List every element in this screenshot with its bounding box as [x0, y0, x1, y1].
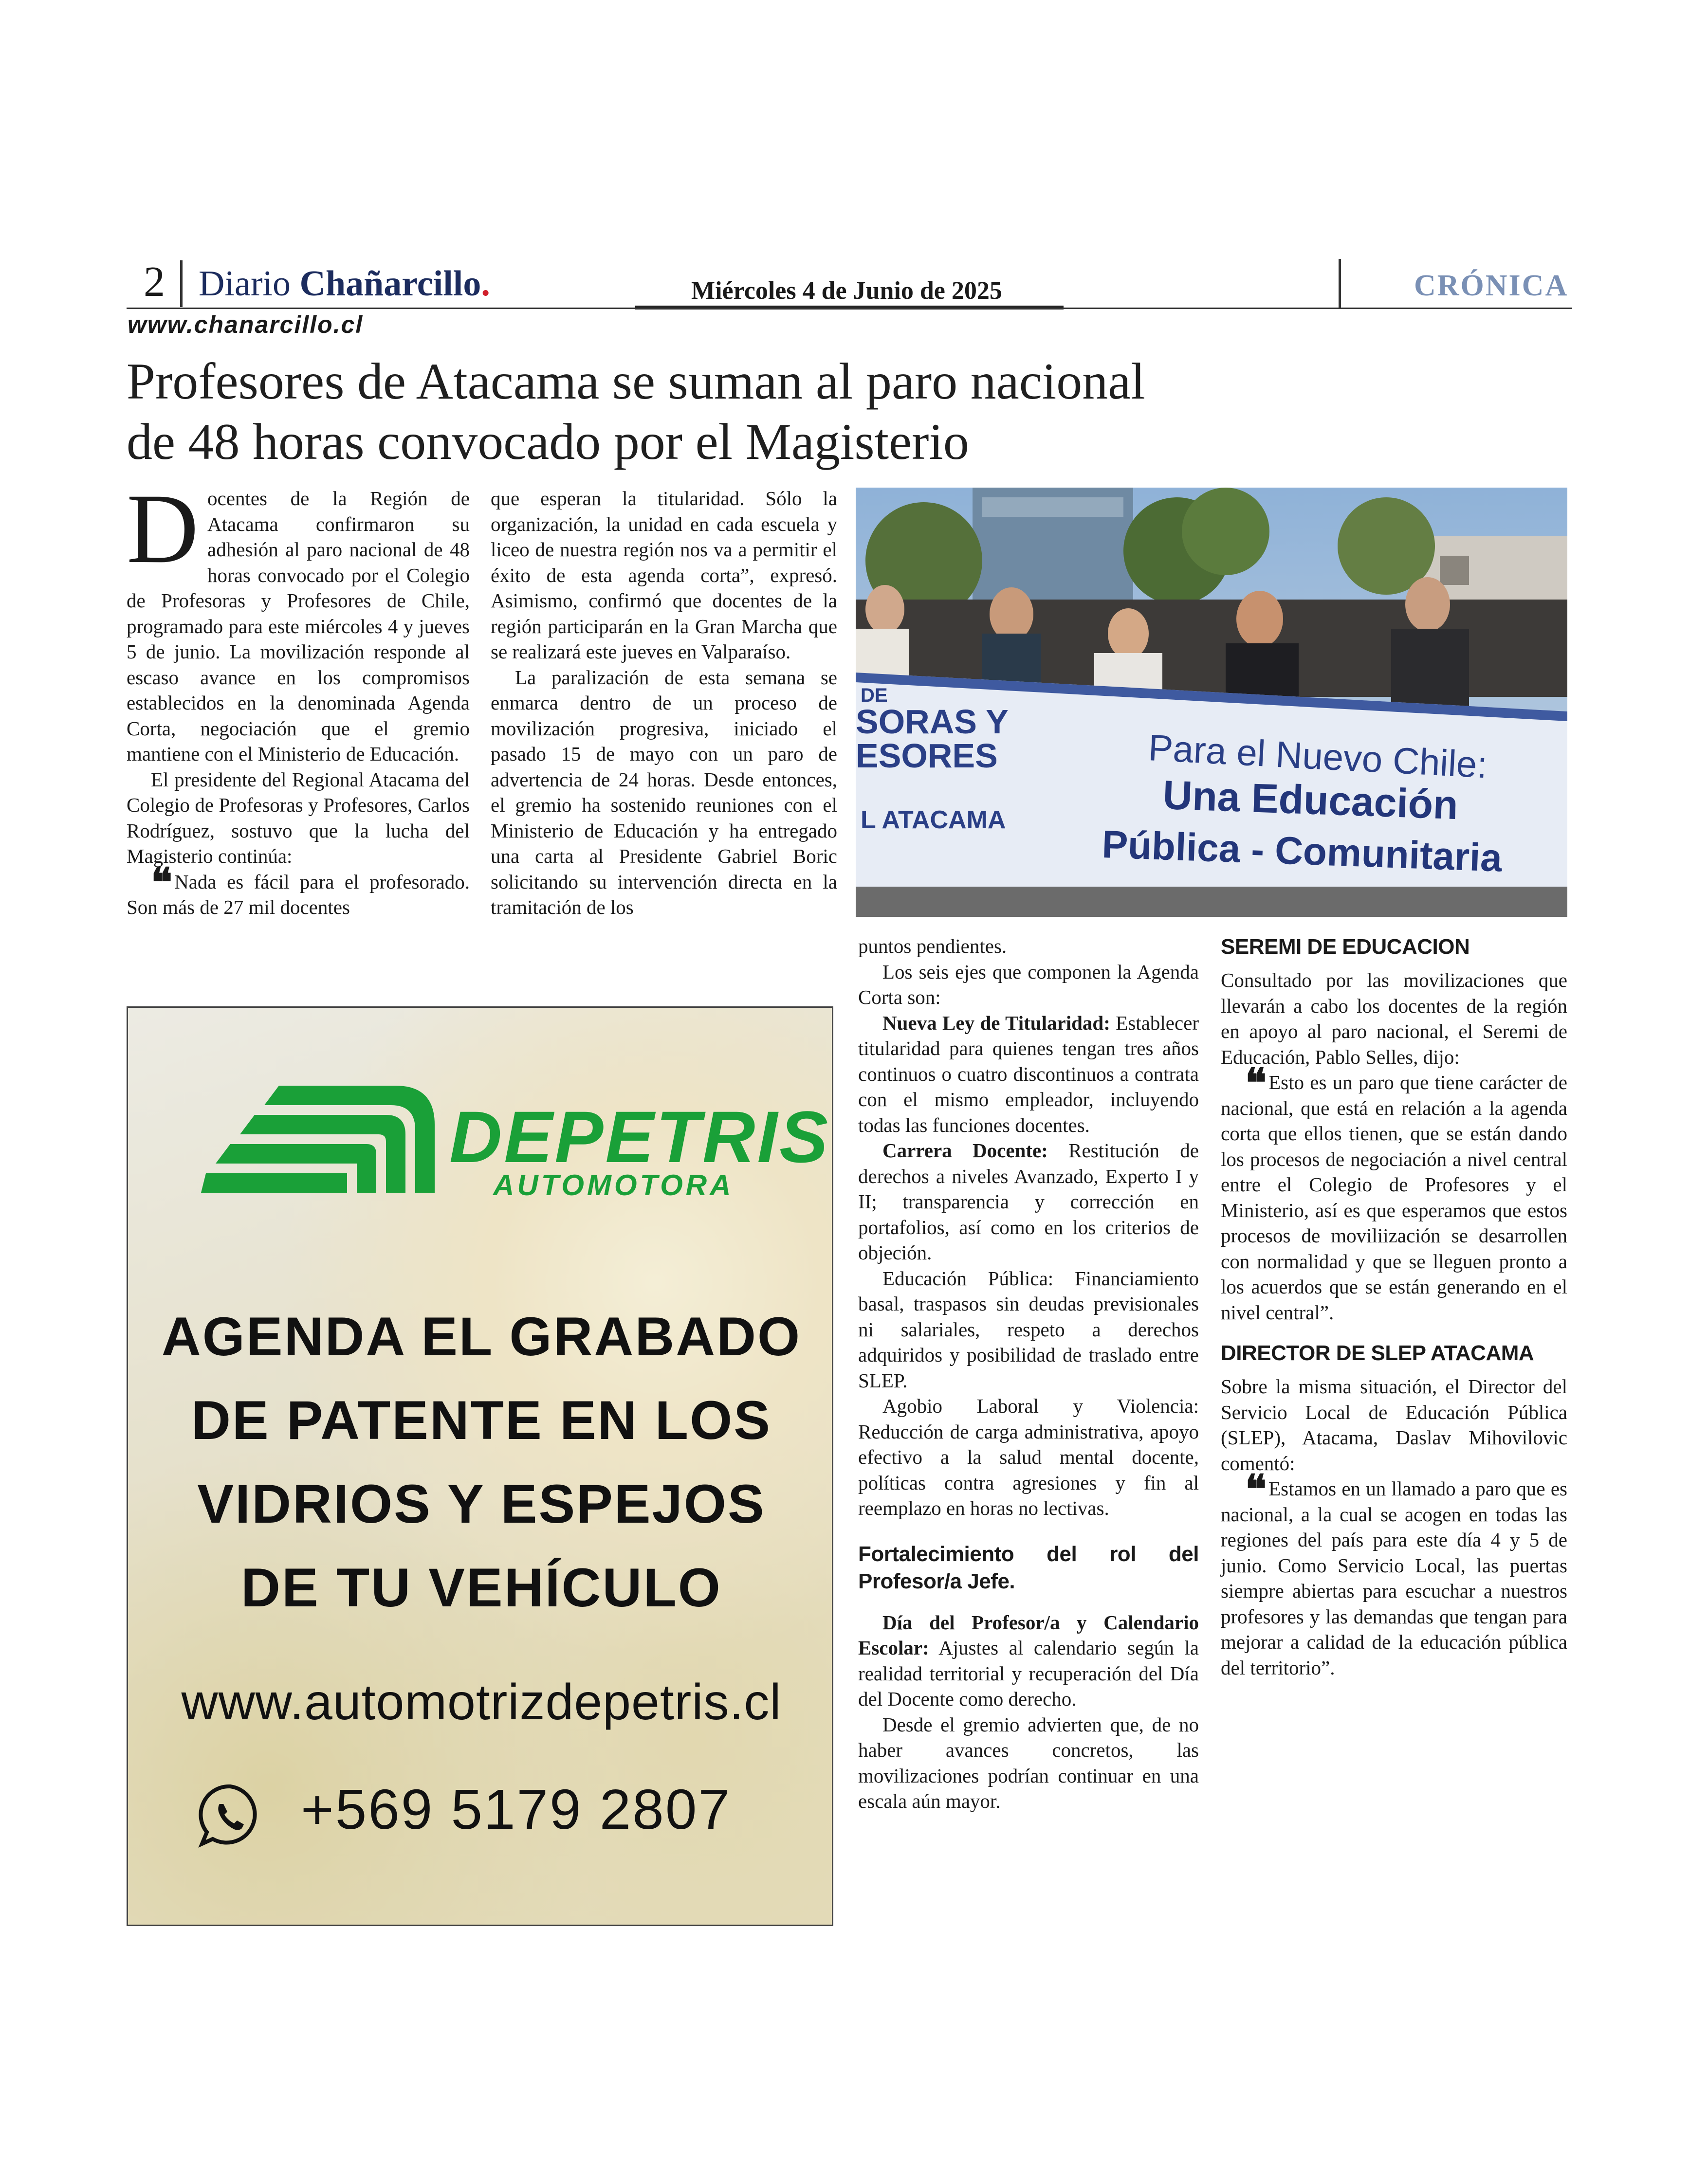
- article-column-4: [1221, 933, 1567, 1680]
- drop-cap: D: [127, 473, 199, 584]
- protest-photo-illustration: [856, 488, 1567, 917]
- paragraph: puntos pendientes.: [858, 935, 1007, 957]
- list-item: [858, 1138, 1199, 1266]
- quote-text: Nada es fácil para el profesorado. Son más de 27 mil docentes: [127, 870, 470, 918]
- advertisement[interactable]: [127, 1006, 833, 1926]
- paragraph: Consultado por las movilizaciones que llevarán a cabo los docentes de la región en apoyo al paro nacional, el Seremi de Educación, Pablo Selles, dijo:: [1221, 969, 1567, 1068]
- ad-headline: [128, 1295, 833, 1630]
- paragraph: El presidente del Regional Atacama del Colegio de Profesoras y Profesores, Carlos Rodríguez, sostuvo que la lucha del Magisterio continúa:: [127, 768, 470, 867]
- newspaper-name: [199, 260, 490, 307]
- ad-brand-subtitle: AUTOMOTORA: [493, 1169, 734, 1201]
- subheading-seremi: SEREMI DE EDUCACION: [1221, 935, 1470, 959]
- list-item-title: Día del Profesor/a y Calendario Escolar:: [858, 1611, 1199, 1659]
- article-column-2: [491, 486, 837, 920]
- whatsapp-icon: [196, 1782, 264, 1850]
- depetris-logo-icon: [201, 1081, 444, 1198]
- banner-left-text: L ATACAMA: [861, 806, 1006, 834]
- issue-date: Miércoles 4 de Junio de 2025: [691, 277, 1002, 305]
- ad-headline-line: VIDRIOS Y ESPEJOS: [197, 1474, 766, 1534]
- list-item-text: Ajustes al calendario según la realidad territorial y recuperación del Día del Docente como derecho.: [858, 1637, 1199, 1710]
- paragraph: La paralización de esta semana se enmarca dentro de un proceso de movilización progresiva, iniciado el pasado 15 de mayo con un paro de advertencia de 24 horas. Desde entonces, el gremio ha sostenido reuniones con el Ministerio de Educación y ha entregado una carta al Presidente Gabriel Boric solicitando su intervención directa en la tramitación de los: [491, 666, 837, 918]
- paragraph: Desde el gremio advierten que, de no haber avances concretos, las movilizaciones podrían continuar en una escala aún mayor.: [858, 1713, 1199, 1812]
- paragraph: Sobre la misma situación, el Director del Servicio Local de Educación Pública (SLEP), Atacama, Daslav Mihovilovic comentó:: [1221, 1375, 1567, 1474]
- newspaper-name-dot: .: [481, 264, 490, 304]
- protest-photo: [856, 488, 1567, 917]
- lead-text: ocentes de la Región de Atacama confirmaron su adhesión al paro nacional de 48 horas convocado por el Colegio de Profesoras y Profesores de Chile, programado para este miércoles 4 y jueves 5 de junio. La movilización responde al escaso avance en los compromisos establecidos en la denominada Agenda Corta, negociación que el gremio mantiene con el Ministerio de Educación.: [127, 487, 470, 765]
- quote-paragraph: [127, 860, 470, 920]
- list-item: Agobio Laboral y Violencia: Reducción de carga administrativa, apoyo efectivo a la salud mental docente, políticas contra agresiones y fin al reemplazo en horas no lectivas.: [858, 1395, 1199, 1519]
- ad-website-link[interactable]: www.automotrizdepetris.cl: [181, 1674, 782, 1730]
- quote-paragraph: [1221, 1468, 1567, 1680]
- list-item: [858, 1010, 1199, 1138]
- newspaper-name-prefix: Diario: [199, 264, 291, 304]
- banner-slogan-text: Una Educación: [1162, 772, 1459, 828]
- list-item: [858, 1610, 1199, 1712]
- article-column-3: [858, 933, 1199, 1814]
- subheading: Fortalecimiento del rol del Profesor/a Jefe.: [858, 1542, 1199, 1593]
- banner-slogan-text: Pública - Comunitaria: [1101, 822, 1503, 880]
- quote-paragraph: [1221, 1061, 1567, 1325]
- subheading-slep: DIRECTOR DE SLEP ATACAMA: [1221, 1341, 1534, 1365]
- newspaper-name-bold: Chañarcillo: [299, 264, 481, 304]
- header-divider-right: [1339, 259, 1341, 308]
- banner-slogan-text: Para el Nuevo Chile:: [1147, 727, 1488, 786]
- list-item-text: Restitución de derechos a niveles Avanzado, Experto I y II; transparencia y corrección en portafolios, así como en los criterios de objeción.: [858, 1139, 1199, 1264]
- list-item-title: Nueva Ley de Titularidad:: [882, 1011, 1110, 1034]
- headline: [127, 351, 1572, 472]
- ad-phone-number[interactable]: +569 5179 2807: [301, 1778, 731, 1841]
- banner-left-text: ESORES: [856, 737, 998, 775]
- ad-headline-line: DE TU VEHÍCULO: [241, 1557, 722, 1618]
- banner-left-text: DE: [861, 685, 888, 706]
- lead-paragraph: [127, 473, 470, 767]
- headline-line-1: Profesores de Atacama se suman al paro nacional: [127, 353, 1145, 410]
- headline-line-2: de 48 horas convocado por el Magisterio: [127, 413, 969, 470]
- website-link[interactable]: www.chanarcillo.cl: [128, 311, 364, 338]
- quote-mark-icon: ❝: [1245, 1061, 1267, 1106]
- quote-mark-icon: ❝: [151, 860, 173, 905]
- quote-text: Esto es un paro que tiene carácter de nacional, que está en relación a la agenda corta que ellos tienen, que se están dando los procesos de negociación a nivel central entre el Colegio de Profesores y el Ministerio, así es que esperamos que estos procesos de moviliización se desarrollen con normalidad y que se lleguen pronto a los acuerdos que se están generando en el nivel central”.: [1221, 1071, 1567, 1324]
- ad-brand-name: DEPETRIS: [449, 1096, 830, 1178]
- article-column-1: [127, 473, 470, 920]
- list-item: Educación Pública: Financiamiento basal, traspasos sin deudas previsionales ni salariales, respeto a derechos adquiridos y posibilidad de traslado entre SLEP.: [858, 1267, 1199, 1392]
- section-label: CRÓNICA: [1414, 269, 1569, 302]
- list-item-text: Establecer titularidad para quienes tengan tres años continuos o cuatro discontinuos a contrata con el mismo empleador, incluyendo todas las funciones docentes.: [858, 1011, 1199, 1136]
- quote-text: Estamos en un llamado a paro que es nacional, a la cual se acogen en todas las regiones del país para este día 4 y 5 de junio. Como Servicio Local, las puertas siempre abiertas para escuchar a nuestros profesores y las demandas que tengan para mejorar a calidad de la educación pública del territorio”.: [1221, 1477, 1567, 1679]
- ad-headline-line: AGENDA EL GRABADO: [161, 1306, 802, 1367]
- page-number: 2: [144, 258, 165, 306]
- ad-headline-line: DE PATENTE EN LOS: [191, 1390, 772, 1451]
- banner-left-text: SORAS Y: [856, 703, 1009, 741]
- list-item-title: Carrera Docente:: [882, 1139, 1048, 1162]
- quote-mark-icon: ❝: [1245, 1468, 1267, 1512]
- header-divider: [180, 260, 183, 307]
- paragraph: Los seis ejes que componen la Agenda Corta son:: [858, 960, 1199, 1008]
- paragraph: que esperan la titularidad. Sólo la organización, la unidad en cada escuela y liceo de nuestra región nos va a permitir el éxito de esta agenda corta”, expresó. Asimismo, confirmó que docentes de la región participarán en la Gran Marcha que se realizará este jueves en Valparaíso.: [491, 487, 837, 663]
- header-rule: [127, 308, 1572, 309]
